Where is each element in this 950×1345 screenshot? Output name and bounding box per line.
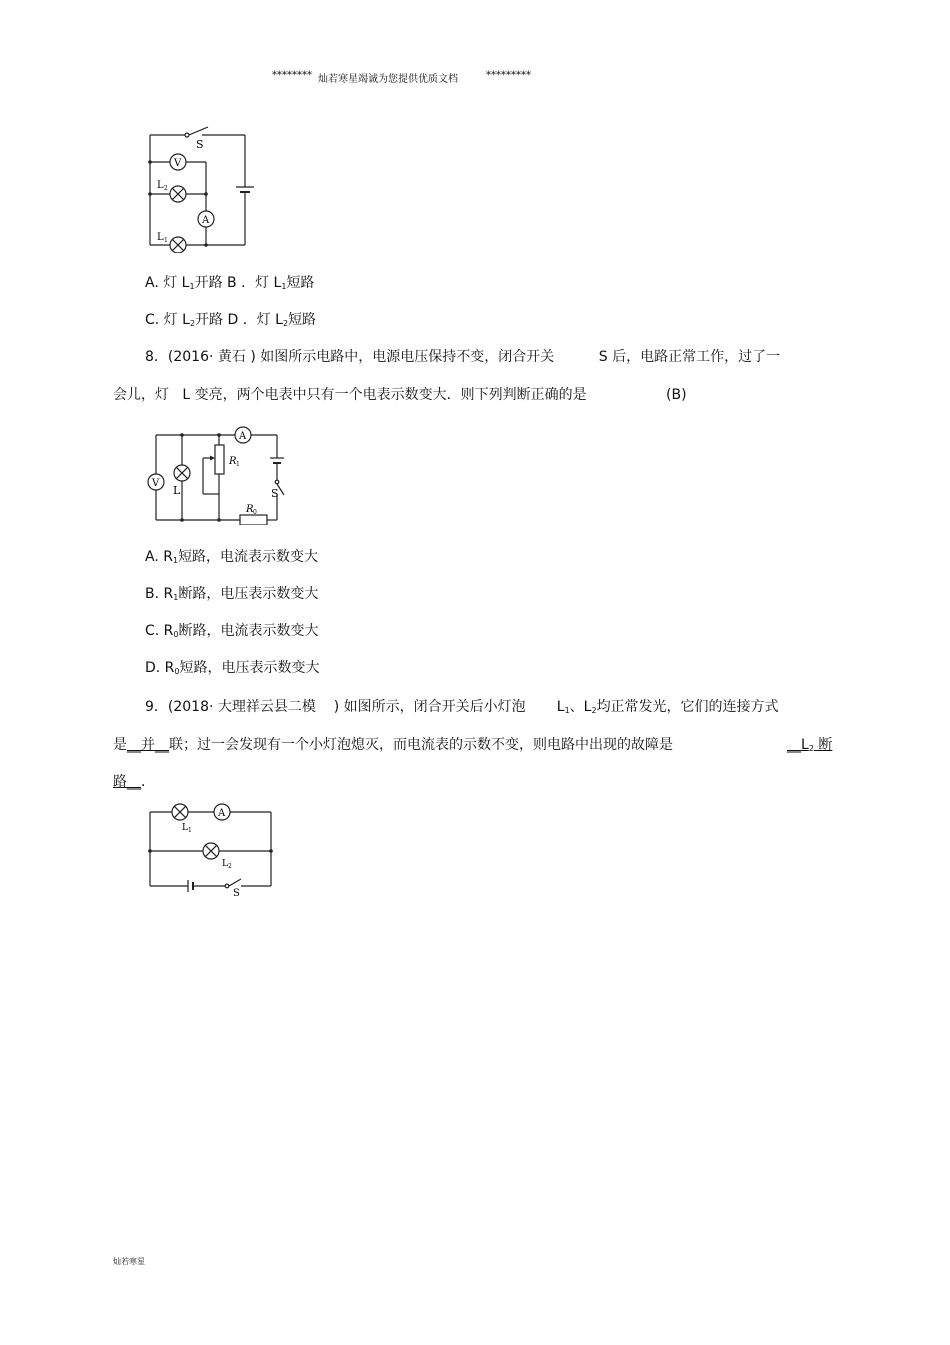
q9-line1: 9．(2018· 大理祥云县二模 ) 如图所示，闭合开关后小灯泡 $L_1$、$L_2$均正常发光，它们的连接方式 [145,699,779,715]
lamp-l2-label: L [157,180,164,191]
q7-options-ab: A. 灯 $L_1$开路 B ．灯 $L_1$短路 [145,275,315,291]
answer-blank-1: __并__ [127,737,169,753]
lamp-label: L [173,484,181,497]
resistor-r0-label: R [246,504,254,515]
resistor-r0-sub: 0 [253,509,257,516]
q8-line1: 8．(2016· 黄石 ) 如图所示电路中，电源电压保持不变，闭合开关 S 后，电路正常工作，过了一 [145,349,781,365]
ammeter-label: A [239,431,247,442]
header-title: 灿若寒星竭诚为您提供优质文档 [318,74,458,85]
circuit-diagram-q9 [140,800,285,900]
circuit-diagram-q7 [140,125,265,253]
rheostat-sub: 1 [236,461,240,468]
voltmeter-label: V [152,478,160,489]
q7-options-cd: C. 灯 $L_2$开路 D ．灯 $L_2$短路 [145,312,317,328]
lamp-l2-sub: 2 [164,185,168,192]
footer-text: 灿若寒星 [113,1257,145,1266]
q8-option-c: C. $R_0$断路，电流表示数变大 [145,623,319,639]
lamp-l2-label: L [222,859,228,869]
q8-option-b: B. $R_1$断路，电压表示数变大 [145,586,319,602]
header-stars-left: ******** [272,70,312,81]
q9-line3: 路__． [113,774,155,790]
lamp-l1-sub: 1 [188,827,192,834]
circuit-diagram-q8 [143,425,293,525]
q8-answer: (B) [666,387,687,403]
switch-label: S [196,138,204,151]
ammeter-label: A [218,808,226,819]
switch-label: S [233,888,240,899]
answer-blank-2: $\_\_L_2$ 断 [787,737,833,753]
rheostat-label: R [229,456,237,467]
voltmeter-label: V [174,158,182,169]
q8-line2: 会儿，灯 L 变亮，两个电表中只有一个电表示数变大．则下列判断正确的是 [113,387,587,403]
q8-option-a: A. $R_1$短路，电流表示数变大 [145,549,319,565]
header-stars-right: ********* [486,70,531,81]
ammeter-label: A [202,215,210,226]
q8-option-d: D. $R_0$短路，电压表示数变大 [145,660,320,676]
lamp-l1-sub: 1 [164,237,168,244]
q9-line2: 是__并__联；过一会发现有一个小灯泡熄灭，而电流表的示数不变，则电路中出现的故障是 [113,737,673,753]
lamp-l1-label: L [157,232,164,243]
lamp-l2-sub: 2 [228,863,232,870]
switch-label: S [271,487,279,500]
lamp-l1-label: L [182,823,188,833]
